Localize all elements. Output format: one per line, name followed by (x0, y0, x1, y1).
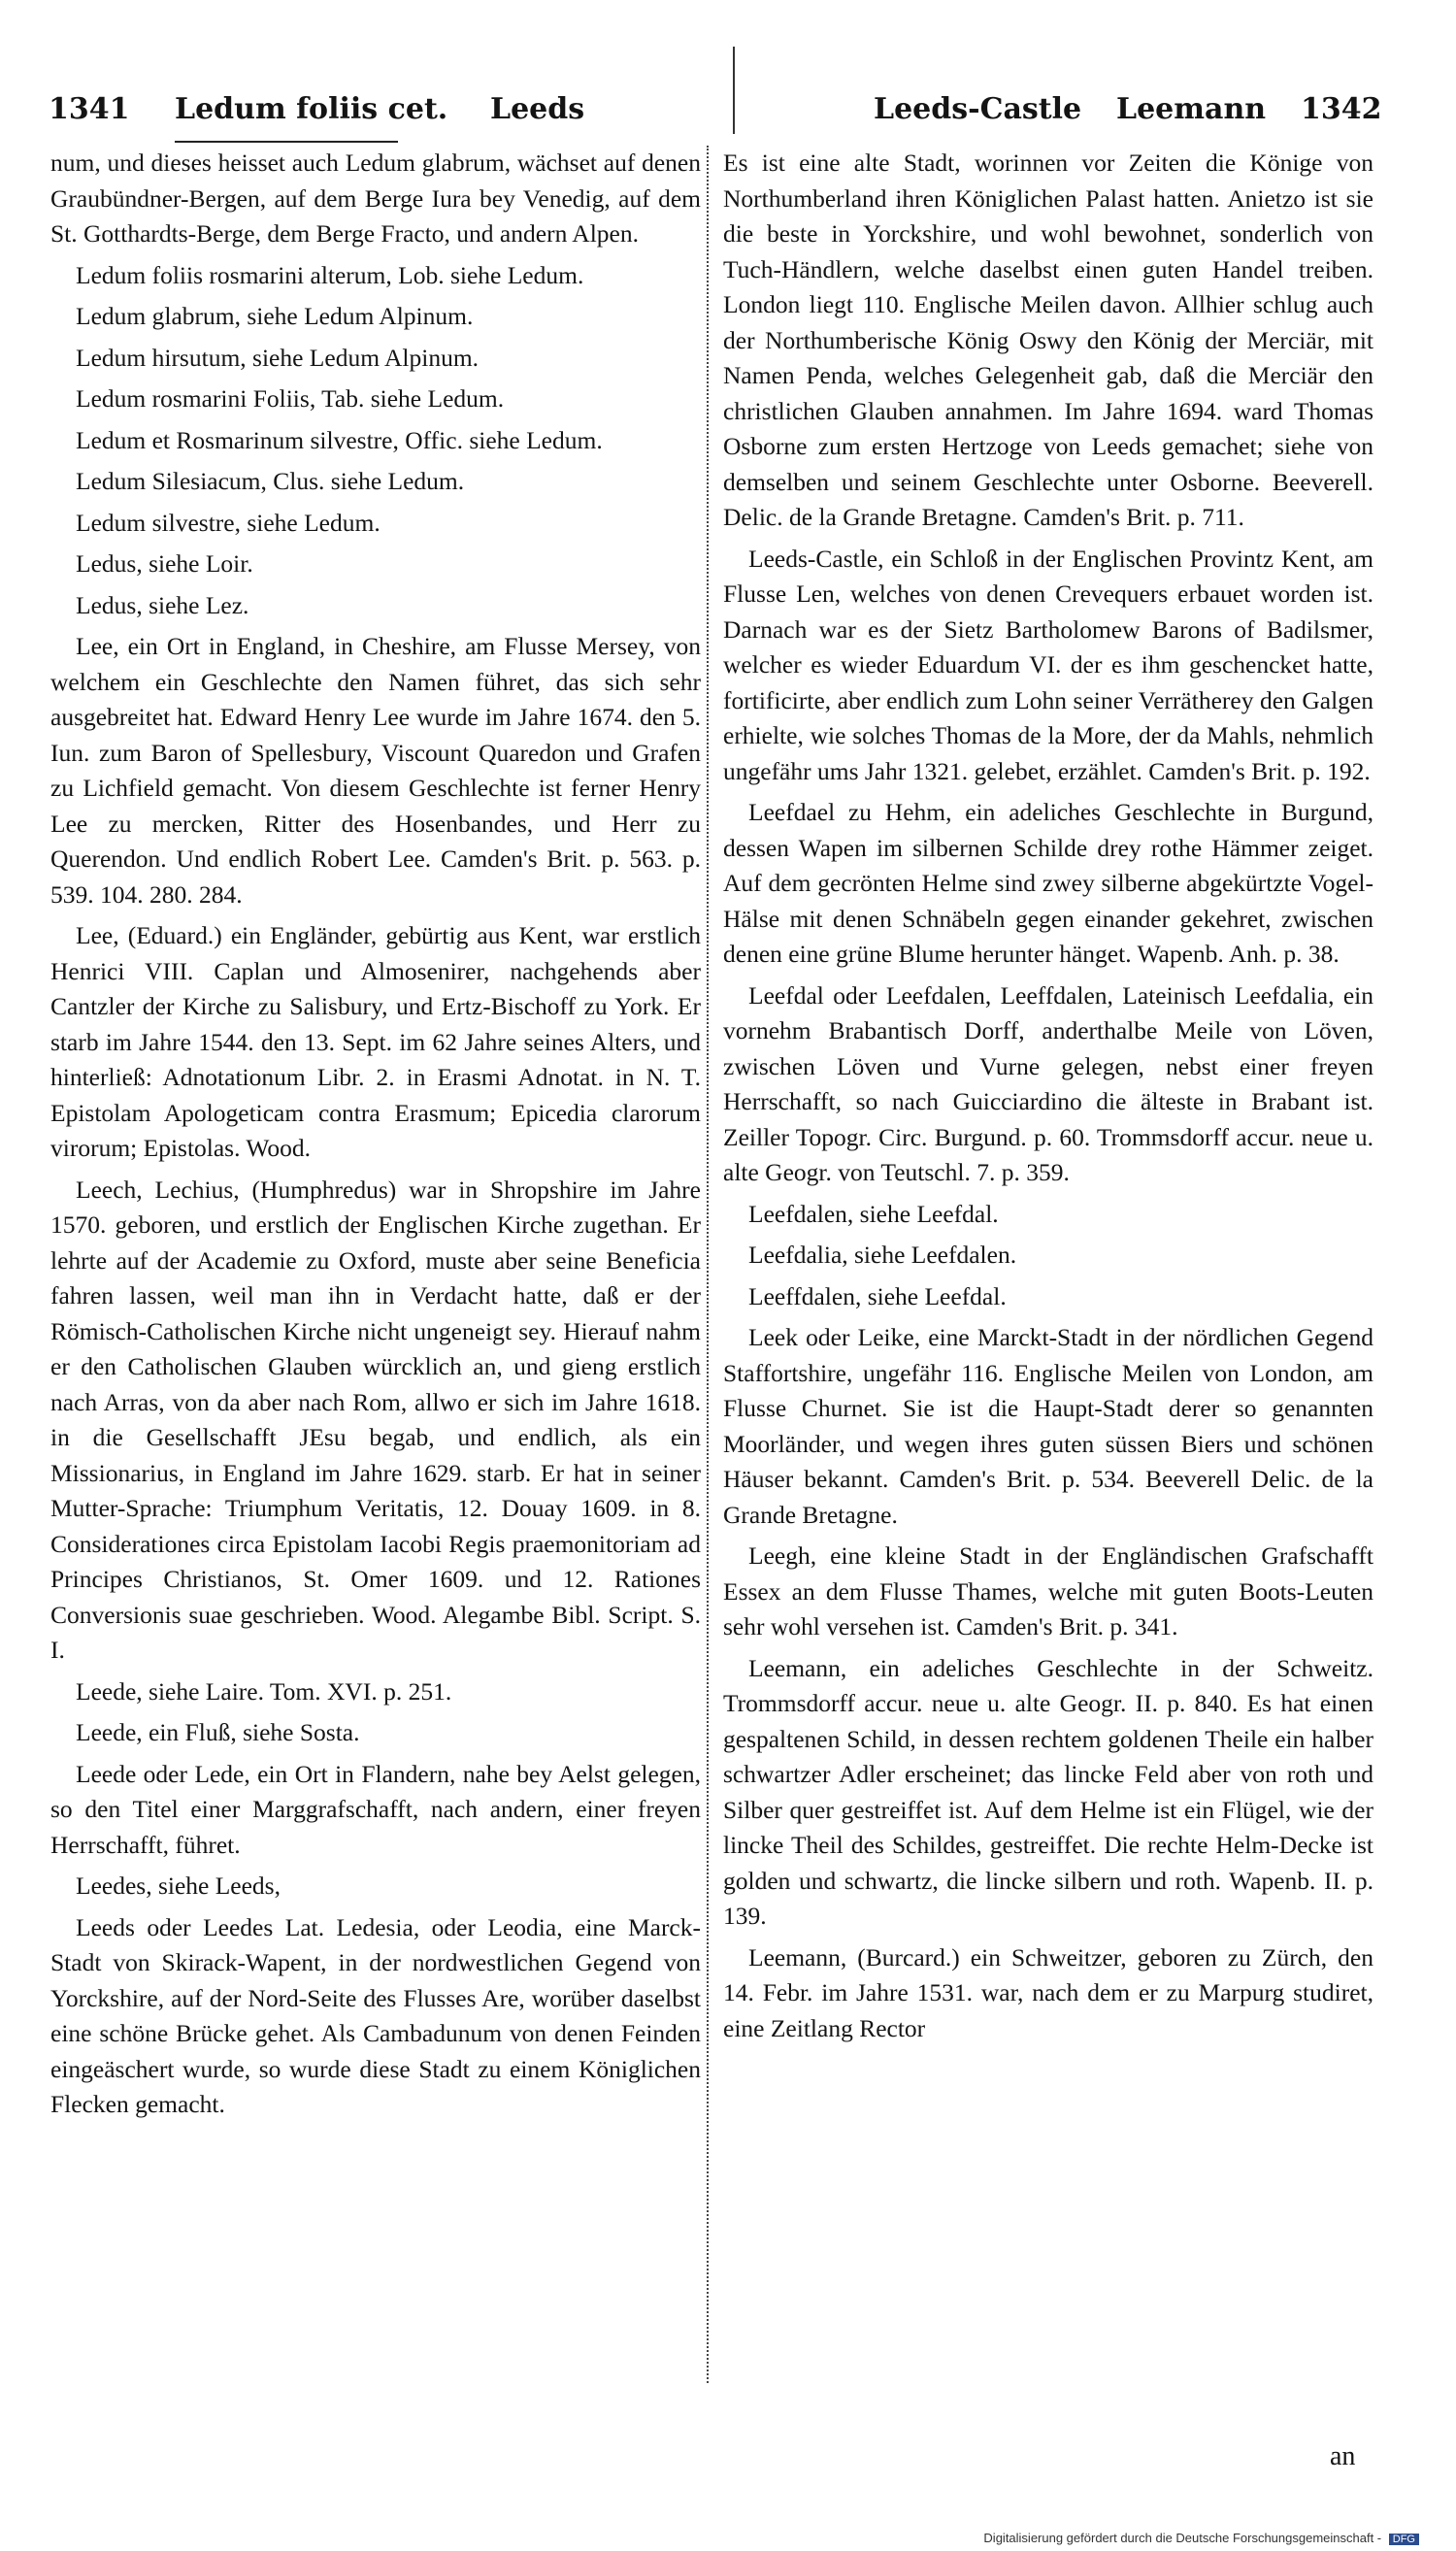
entry-paragraph: Ledum glabrum, siehe Ledum Alpinum. (76, 302, 474, 330)
page-number-right: 1342 (1301, 92, 1382, 126)
entry-paragraph: Ledum silvestre, siehe Ledum. (76, 508, 381, 537)
entry-paragraph: Leede oder Lede, ein Ort in Flandern, nahe bey Aelst gelegen, so den Titel einer Marggrafschafft, nach andern, einer freyen Herrschafft, führet. (50, 1759, 701, 1859)
running-header (49, 92, 1382, 139)
header-keyword-1: Ledum foliis cet. (175, 92, 448, 126)
entry-paragraph: Leemann, ein adeliches Geschlechte in der Schweitz. Trommsdorff accur. neue u. alte Geogr. II. p. 840. Es hat einen gespaltenen Schild, in dessen rechtem goldenen Theile ein halber schwartzer Adler erscheinet; das lincke Feld aber von roth und Silber quer gestreiffet ist. Auf dem Helme ist ein Flügel, wie der lincke Theil des Schildes, gestreiffet. Die rechte Helm-Decke ist golden und schwartz, die lincke silbern und roth. Wapenb. II. p. 139. (723, 1653, 1373, 1930)
entry-paragraph: Leeds oder Leedes Lat. Ledesia, oder Leodia, eine Marck-Stadt von Skirack-Wapent, in der nordwestlichen Gegend von Yorckshire, auf der Nord-Seite des Flusses Are, worüber daselbst eine schöne Brücke gehet. Als Cambadunum von denen Feinden eingeäschert wurde, so wurde diese Stadt zu einem Königlichen Flecken gemacht. (50, 1912, 701, 2118)
entry-paragraph: Leede, ein Fluß, siehe Sosta. (76, 1718, 360, 1746)
header-keyword-3: Leeds-Castle (874, 92, 1082, 126)
entry-paragraph: Ledum foliis rosmarini alterum, Lob. siehe Ledum. (76, 260, 584, 289)
header-keyword-4: Leemann (1116, 92, 1267, 126)
entry-paragraph: Leefdalen, siehe Leefdal. (748, 1199, 999, 1228)
digitization-footer (983, 2531, 1419, 2545)
entry-paragraph: Lee, (Eduard.) ein Engländer, gebürtig aus Kent, war erstlich Henrici VIII. Caplan und Almosenirer, nachgehends aber Cantzler der Kirche zu Salisbury, und Ertz-Bischoff zu York. Er starb im Jahre 1544. den 13. Sept. im 62 Jahre seines Alters, und hinterließ: Adnotationum Libr. 2. in Erasmi Adnotat. in N. T. Epistolam Apologeticam contra Erasmum; Epicedia clarorum virorum; Epistolas. Wood. (50, 921, 701, 1162)
entry-paragraph: Leede, siehe Laire. Tom. XVI. p. 251. (76, 1676, 452, 1706)
entry-paragraph: Leeffdalen, siehe Leefdal. (748, 1281, 1007, 1310)
entry-paragraph: Leek oder Leike, eine Marckt-Stadt in der nördlichen Gegend Staffortshire, ungefähr 116. Englische Meilen von London, am Flusse Churnet. Sie ist die Haupt-Stadt derer so genannten Moorländer, und wegen ihres guten süssen Biers und schönen Häuser bekannt. Camden's Brit. p. 534. Beeverell Delic. de la Grande Bretagne. (723, 1323, 1373, 1529)
entry-paragraph: Leech, Lechius, (Humphredus) war in Shropshire im Jahre 1570. geboren, und erstlich der Englischen Kirche zugethan. Er lehrte auf der Academie zu Oxford, muste aber seine Beneficia fahren lassen, weil man ihn in Verdacht hatte, daß er der Römisch-Catholischen Kirche nicht ungeneigt sey. Hierauf nahm er den Catholischen Glauben würcklich an, und gieng erstlich nach Arras, von da aber nach Rom, allwo er sich im Jahre 1618. in die Gesellschafft JEsu begab, und endlich, als ein Missionarius, in England im Jahre 1629. starb. Er hat in seiner Mutter-Sprache: Triumphum Veritatis, 12. Douay 1609. in 8. Considerationes circa Epistolam Iacobi Regis praemonitoriam ad Principes Christianos, St. Omer 1609. und 12. Rationes Conversionis suae geschrieben. Wood. Alegambe Bibl. Script. S. I. (50, 1175, 701, 1664)
entry-paragraph: Ledus, siehe Lez. (76, 590, 249, 619)
column-divider (707, 146, 709, 2383)
header-divider (733, 47, 735, 134)
catchword: an (1330, 2441, 1356, 2471)
header-rule-left (175, 141, 398, 143)
right-column (723, 146, 1373, 2052)
entry-paragraph: Ledum hirsutum, siehe Ledum Alpinum. (76, 343, 480, 372)
entry-paragraph: Lee, ein Ort in England, in Cheshire, am Flusse Mersey, von welchem ein Geschlechte den Namen führet, das sich sehr ausgebreitet hat. Edward Henry Lee wurde im Jahre 1674. den 5. Iun. zum Baron of Spellesbury, Viscount Quaredon und Grafen zu Lichfield gemacht. Von diesem Geschlechte ist ferner Henry Lee zu mercken, Ritter des Hosenbandes, und Herr zu Querendon. Und endlich Robert Lee. Camden's Brit. p. 563. p. 539. 104. 280. 284. (50, 632, 701, 909)
entry-paragraph: Leegh, eine kleine Stadt in der Engländischen Grafschafft Essex an dem Flusse Thames, welche mit guten Boots-Leuten sehr wohl versehen ist. Camden's Brit. p. 341. (723, 1541, 1373, 1640)
entry-paragraph: Leemann, (Burcard.) ein Schweitzer, geboren zu Zürch, den 14. Febr. im Jahre 1531. war, nach dem er zu Marpurg studiret, eine Zeitlang Rector (723, 1942, 1373, 2042)
entry-paragraph: Leefdael zu Hehm, ein adeliches Geschlechte in Burgund, dessen Wapen im silbernen Schilde drey rothe Hämmer zeiget. Auf dem gecrönten Helme sind zwey silberne abgekürtzte Vogel-Hälse mit denen Schnäbeln gegen einander gekehret, zwischen denen eine grüne Blume herunter hänget. Wapenb. Anh. p. 38. (723, 798, 1373, 968)
left-column (50, 146, 701, 2129)
entry-paragraph: Ledum Silesiacum, Clus. siehe Ledum. (76, 467, 465, 495)
header-keyword-2: Leeds (490, 92, 585, 126)
entry-paragraph: Ledum rosmarini Foliis, Tab. siehe Ledum. (76, 384, 505, 413)
entry-paragraph: Ledus, siehe Loir. (76, 549, 253, 578)
entry-paragraph: num, und dieses heisset auch Ledum glabrum, wächset auf denen Graubündner-Bergen, auf dem Berge Iura bey Venedig, auf dem St. Gotthardts-Berge, dem Berge Fracto, und andern Alpen. (50, 149, 701, 248)
dfg-logo: DFG (1389, 2534, 1419, 2545)
entry-paragraph: Ledum et Rosmarinum silvestre, Offic. siehe Ledum. (76, 425, 603, 454)
page-number-left: 1341 (49, 92, 130, 126)
entry-paragraph: Leedes, siehe Leeds, (76, 1872, 281, 1900)
footer-text: Digitalisierung gefördert durch die Deutsche Forschungsgemeinschaft - (983, 2531, 1382, 2545)
entry-paragraph: Leefdal oder Leefdalen, Leeffdalen, Lateinisch Leefdalia, ein vornehm Brabantisch Dorff, anderthalbe Meile von Löven, zwischen Löven und Vurne gelegen, nebst einer freyen Herrschafft, so nach Guicciardino die älteste in Brabant ist. Zeiller Topogr. Circ. Burgund. p. 60. Trommsdorff accur. neue u. alte Geogr. von Teutschl. 7. p. 359. (723, 980, 1373, 1186)
entry-paragraph: Leeds-Castle, ein Schloß in der Englischen Provintz Kent, am Flusse Len, welches von denen Crevequers erbauet worden ist. Darnach war es der Sietz Bartholomew Barons of Badilsmer, welcher es wieder Eduardum VI. der es ihm geschencket hatte, fortificirte, aber endlich zum Lohn seiner Verrätherey den Galgen erhielte, wie solches Thomas de la More, der da Mahls, nehmlich ungefähr ums Jahr 1321. gelebet, erzählet. Camden's Brit. p. 192. (723, 544, 1373, 785)
entry-paragraph: Es ist eine alte Stadt, worinnen vor Zeiten die Könige von Northumberland ihren Königlichen Palast hatten. Anietzo ist sie die beste in Yorckshire, und wohl bewohnet, sonderlich von Tuch-Händlern, welche daselbst einen guten Handel treiben. London liegt 110. Englische Meilen davon. Allhier schlug auch der Northumberische König Oswy den König der Merciär, mit Namen Penda, welches Gelegenheit gab, daß die Merciär den christlichen Glauben annahmen. Im Jahre 1694. ward Thomas Osborne zum ersten Hertzoge von Leeds gemachet; siehe von demselben und seinem Geschlechte unter Osborne. Beeverell. Delic. de la Grande Bretagne. Camden's Brit. p. 711. (723, 149, 1373, 531)
entry-paragraph: Leefdalia, siehe Leefdalen. (748, 1241, 1017, 1269)
